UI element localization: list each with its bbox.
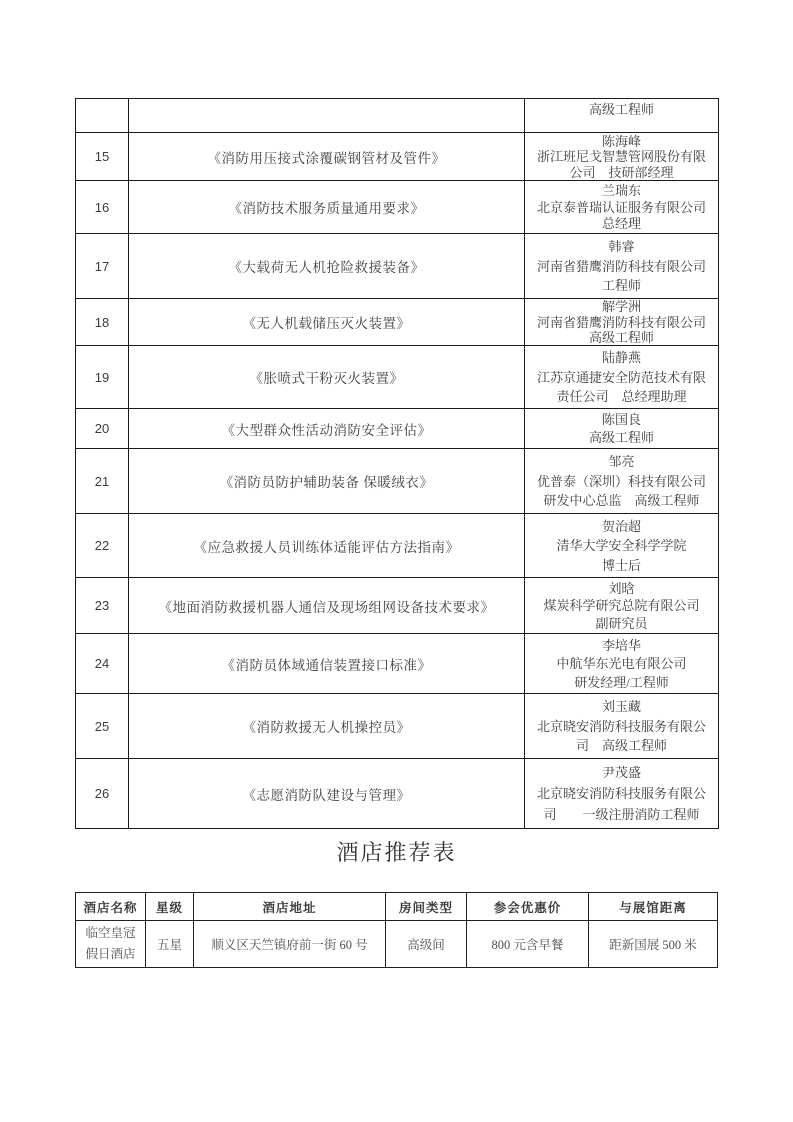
hotel-table bbox=[75, 892, 718, 968]
standard-title: 《志愿消防队建设与管理》 bbox=[129, 759, 525, 829]
presenter-line: 高级工程师 bbox=[588, 430, 654, 445]
presenter-info bbox=[525, 759, 719, 829]
standard-row-number: 22 bbox=[76, 514, 129, 578]
standard-row-number: 20 bbox=[76, 409, 129, 449]
standards-table bbox=[75, 98, 719, 829]
presenter-line: 总经理 bbox=[601, 216, 641, 232]
hotel-header-star: 星级 bbox=[146, 893, 194, 921]
standard-title: 《消防救援无人机操控员》 bbox=[129, 694, 525, 759]
presenter-line: 公司 技研部经理 bbox=[569, 164, 674, 180]
hotel-header-distance: 与展馆距离 bbox=[589, 893, 718, 921]
presenter-line: 江苏京通捷安全防范技术有限 bbox=[536, 369, 706, 385]
hotel-name-line: 临空皇冠 bbox=[85, 926, 136, 940]
presenter-line: 刘玉藏 bbox=[601, 698, 641, 714]
standard-row-number bbox=[76, 99, 129, 133]
presenter-line: 司 一级注册消防工程师 bbox=[543, 807, 700, 822]
standard-row-number: 25 bbox=[76, 694, 129, 759]
presenter-info bbox=[525, 409, 719, 449]
presenter-line: 优普泰（深圳）科技有限公司 bbox=[536, 473, 706, 489]
standard-row-number: 17 bbox=[76, 234, 129, 299]
presenter-line: 浙江班尼戈智慧管网股份有限 bbox=[536, 149, 706, 164]
hotel-header-address: 酒店地址 bbox=[194, 893, 386, 921]
standard-title: 《大载荷无人机抢险救援装备》 bbox=[129, 234, 525, 299]
hotel-address: 顺义区天竺镇府前一街 60 号 bbox=[194, 921, 386, 968]
standard-row-number: 15 bbox=[76, 133, 129, 181]
standard-title: 《消防员体域通信装置接口标准》 bbox=[129, 634, 525, 694]
presenter-info bbox=[525, 299, 719, 346]
presenter-line: 清华大学安全科学学院 bbox=[556, 538, 687, 553]
presenter-line: 副研究员 bbox=[595, 615, 648, 631]
presenter-info bbox=[525, 99, 719, 133]
presenter-line: 北京晓安消防科技服务有限公 bbox=[536, 718, 706, 734]
standard-title: 《无人机载储压灭火装置》 bbox=[129, 299, 525, 346]
presenter-line: 司 高级工程师 bbox=[575, 738, 667, 754]
standard-row-number: 21 bbox=[76, 449, 129, 514]
presenter-line: 北京泰普瑞认证服务有限公司 bbox=[536, 199, 706, 215]
standard-row-number: 24 bbox=[76, 634, 129, 694]
presenter-line: 刘晗 bbox=[608, 580, 635, 596]
presenter-line: 责任公司 总经理助理 bbox=[556, 388, 687, 404]
presenter-line: 陈海峰 bbox=[601, 133, 641, 149]
hotel-price: 800 元含早餐 bbox=[467, 921, 589, 968]
presenter-line: 煤炭科学研究总院有限公司 bbox=[543, 598, 700, 613]
presenter-line: 河南省猎鹰消防科技有限公司 bbox=[536, 314, 706, 330]
hotel-header-name: 酒店名称 bbox=[76, 893, 146, 921]
hotel-section-title: 酒店推荐表 bbox=[336, 840, 457, 865]
presenter-line: 贺治超 bbox=[601, 518, 641, 534]
hotel-header-price: 参会优惠价 bbox=[467, 893, 589, 921]
presenter-line: 中航华东光电有限公司 bbox=[556, 656, 687, 671]
presenter-line: 陆静燕 bbox=[601, 350, 641, 366]
presenter-info bbox=[525, 578, 719, 634]
hotel-name bbox=[76, 921, 146, 968]
presenter-line: 河南省猎鹰消防科技有限公司 bbox=[536, 258, 706, 274]
standard-title: 《地面消防救援机器人通信及现场组网设备技术要求》 bbox=[129, 578, 525, 634]
standard-row-number: 16 bbox=[76, 181, 129, 234]
hotel-distance: 距新国展 500 米 bbox=[589, 921, 718, 968]
hotel-star-rating: 五星 bbox=[146, 921, 194, 968]
presenter-line: 北京晓安消防科技服务有限公 bbox=[536, 786, 706, 801]
presenter-info bbox=[525, 346, 719, 409]
standard-title: 《大型群众性活动消防安全评估》 bbox=[129, 409, 525, 449]
hotel-name-line: 假日酒店 bbox=[85, 947, 136, 961]
presenter-line: 博士后 bbox=[601, 557, 641, 573]
presenter-line: 李培华 bbox=[601, 637, 641, 653]
presenter-line: 高级工程师 bbox=[588, 329, 654, 345]
presenter-line: 工程师 bbox=[601, 278, 641, 294]
presenter-info bbox=[525, 234, 719, 299]
presenter-info bbox=[525, 181, 719, 234]
presenter-info bbox=[525, 634, 719, 694]
presenter-line: 尹茂盛 bbox=[601, 765, 641, 780]
standard-title: 《消防员防护辅助装备 保暖绒衣》 bbox=[129, 449, 525, 514]
presenter-line: 高级工程师 bbox=[588, 102, 654, 117]
presenter-line: 陈国良 bbox=[601, 412, 641, 427]
presenter-line: 韩睿 bbox=[608, 238, 635, 254]
standard-row-number: 23 bbox=[76, 578, 129, 634]
presenter-info bbox=[525, 694, 719, 759]
presenter-info bbox=[525, 133, 719, 181]
standard-title bbox=[129, 99, 525, 133]
presenter-info bbox=[525, 514, 719, 578]
presenter-line: 研发经理/工程师 bbox=[574, 674, 669, 690]
standard-row-number: 26 bbox=[76, 759, 129, 829]
hotel-room-type: 高级间 bbox=[386, 921, 467, 968]
hotel-header-room-type: 房间类型 bbox=[386, 893, 467, 921]
standard-row-number: 19 bbox=[76, 346, 129, 409]
presenter-line: 研发中心总监 高级工程师 bbox=[543, 493, 700, 509]
standard-row-number: 18 bbox=[76, 299, 129, 346]
presenter-info bbox=[525, 449, 719, 514]
standard-title: 《消防技术服务质量通用要求》 bbox=[129, 181, 525, 234]
presenter-line: 解学洲 bbox=[601, 299, 641, 315]
presenter-line: 兰瑞东 bbox=[601, 182, 641, 198]
standard-title: 《应急救援人员训练体适能评估方法指南》 bbox=[129, 514, 525, 578]
presenter-line: 邹亮 bbox=[608, 453, 635, 469]
standard-title: 《消防用压接式涂覆碳钢管材及管件》 bbox=[129, 133, 525, 181]
standard-title: 《胀喷式干粉灭火装置》 bbox=[129, 346, 525, 409]
